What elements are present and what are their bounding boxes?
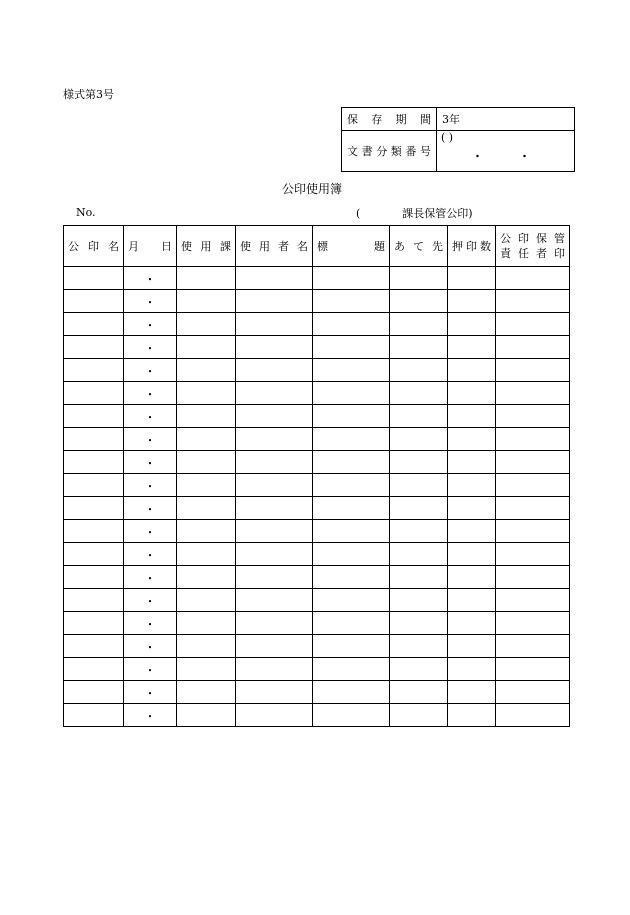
seal-name-cell[interactable] xyxy=(64,313,124,336)
table-row xyxy=(64,382,570,405)
classification-separator-dot: ・ xyxy=(519,150,530,163)
using-section-cell[interactable] xyxy=(177,474,236,497)
table-row xyxy=(64,428,570,451)
stamp-count-cell[interactable] xyxy=(448,405,496,428)
date-cell[interactable] xyxy=(124,543,177,566)
seal-name-cell[interactable] xyxy=(64,451,124,474)
seal-name-cell[interactable] xyxy=(64,681,124,704)
using-section-cell[interactable] xyxy=(177,635,236,658)
custodian-seal-cell[interactable] xyxy=(496,566,570,589)
seal-name-cell[interactable] xyxy=(64,336,124,359)
date-cell[interactable] xyxy=(124,405,177,428)
addressee-cell[interactable] xyxy=(390,267,448,290)
custodian-seal-cell[interactable] xyxy=(496,267,570,290)
header-using-section: 使 用 課 xyxy=(177,226,236,267)
user-name-cell[interactable] xyxy=(236,405,313,428)
stamp-count-cell[interactable] xyxy=(448,290,496,313)
date-cell[interactable] xyxy=(124,704,177,727)
custodian-seal-cell[interactable] xyxy=(496,497,570,520)
table-row xyxy=(64,520,570,543)
date-separator-dot: ・ xyxy=(145,527,155,539)
subject-cell[interactable] xyxy=(313,267,390,290)
subject-cell[interactable] xyxy=(313,359,390,382)
classification-paren: ( ) xyxy=(441,131,454,144)
custodian-seal-cell[interactable] xyxy=(496,382,570,405)
using-section-cell[interactable] xyxy=(177,543,236,566)
date-separator-dot: ・ xyxy=(145,573,155,585)
using-section-cell[interactable] xyxy=(177,405,236,428)
custodian-seal-cell[interactable] xyxy=(496,658,570,681)
seal-name-cell[interactable] xyxy=(64,405,124,428)
stamp-count-cell[interactable] xyxy=(448,313,496,336)
date-cell[interactable] xyxy=(124,428,177,451)
date-cell[interactable] xyxy=(124,681,177,704)
stamp-count-cell[interactable] xyxy=(448,428,496,451)
addressee-cell[interactable] xyxy=(390,497,448,520)
addressee-cell[interactable] xyxy=(390,612,448,635)
using-section-cell[interactable] xyxy=(177,336,236,359)
subject-cell[interactable] xyxy=(313,520,390,543)
addressee-cell[interactable] xyxy=(390,704,448,727)
custodian-seal-cell[interactable] xyxy=(496,290,570,313)
seal-name-cell[interactable] xyxy=(64,474,124,497)
addressee-cell[interactable] xyxy=(390,359,448,382)
seal-name-cell[interactable] xyxy=(64,290,124,313)
subject-cell[interactable] xyxy=(313,543,390,566)
date-separator-dot: ・ xyxy=(145,320,155,332)
table-row xyxy=(64,359,570,382)
custodian-seal-cell[interactable] xyxy=(496,520,570,543)
date-separator-dot: ・ xyxy=(145,458,155,470)
retention-period-value: 3年 xyxy=(437,108,575,131)
user-name-cell[interactable] xyxy=(236,658,313,681)
date-separator-dot: ・ xyxy=(145,688,155,700)
date-cell[interactable] xyxy=(124,635,177,658)
addressee-cell[interactable] xyxy=(390,635,448,658)
seal-usage-log-table xyxy=(63,225,570,727)
date-separator-dot: ・ xyxy=(145,297,155,309)
custodian-seal-cell[interactable] xyxy=(496,589,570,612)
addressee-cell[interactable] xyxy=(390,566,448,589)
custodian-seal-cell[interactable] xyxy=(496,313,570,336)
table-row xyxy=(64,405,570,428)
table-row xyxy=(64,313,570,336)
date-separator-dot: ・ xyxy=(145,665,155,677)
seal-name-cell[interactable] xyxy=(64,612,124,635)
stamp-count-cell[interactable] xyxy=(448,704,496,727)
subject-cell[interactable] xyxy=(313,612,390,635)
subject-cell[interactable] xyxy=(313,474,390,497)
stamp-count-cell[interactable] xyxy=(448,658,496,681)
header-date: 月 日 xyxy=(124,226,177,267)
classification-number-label: 文 書 分 類 番 号 xyxy=(342,131,437,172)
seal-name-cell[interactable] xyxy=(64,382,124,405)
custodian-seal-cell[interactable] xyxy=(496,336,570,359)
user-name-cell[interactable] xyxy=(236,267,313,290)
subject-cell[interactable] xyxy=(313,451,390,474)
date-cell[interactable] xyxy=(124,589,177,612)
seal-name-cell[interactable] xyxy=(64,497,124,520)
using-section-cell[interactable] xyxy=(177,589,236,612)
seal-name-cell[interactable] xyxy=(64,543,124,566)
custodian-seal-cell[interactable] xyxy=(496,612,570,635)
date-cell[interactable] xyxy=(124,497,177,520)
using-section-cell[interactable] xyxy=(177,382,236,405)
date-separator-dot: ・ xyxy=(145,619,155,631)
header-user-name: 使 用 者 名 xyxy=(236,226,313,267)
seal-name-cell[interactable] xyxy=(64,428,124,451)
addressee-cell[interactable] xyxy=(390,520,448,543)
stamp-count-cell[interactable] xyxy=(448,474,496,497)
number-label: No. xyxy=(76,206,96,219)
subject-cell[interactable] xyxy=(313,497,390,520)
addressee-cell[interactable] xyxy=(390,589,448,612)
user-name-cell[interactable] xyxy=(236,313,313,336)
stamp-count-cell[interactable] xyxy=(448,543,496,566)
addressee-cell[interactable] xyxy=(390,405,448,428)
user-name-cell[interactable] xyxy=(236,451,313,474)
seal-name-cell[interactable] xyxy=(64,589,124,612)
addressee-cell[interactable] xyxy=(390,451,448,474)
stamp-count-cell[interactable] xyxy=(448,451,496,474)
subject-cell[interactable] xyxy=(313,658,390,681)
addressee-cell[interactable] xyxy=(390,336,448,359)
date-cell[interactable] xyxy=(124,267,177,290)
retention-info-table xyxy=(341,107,575,172)
subject-cell[interactable] xyxy=(313,704,390,727)
using-section-cell[interactable] xyxy=(177,451,236,474)
user-name-cell[interactable] xyxy=(236,635,313,658)
subject-cell[interactable] xyxy=(313,589,390,612)
date-cell[interactable] xyxy=(124,313,177,336)
table-row xyxy=(64,566,570,589)
date-separator-dot: ・ xyxy=(145,366,155,378)
stamp-count-cell[interactable] xyxy=(448,520,496,543)
using-section-cell[interactable] xyxy=(177,428,236,451)
table-row xyxy=(64,681,570,704)
classification-number-field xyxy=(437,131,575,172)
user-name-cell[interactable] xyxy=(236,497,313,520)
date-cell[interactable] xyxy=(124,658,177,681)
addressee-cell[interactable] xyxy=(390,428,448,451)
using-section-cell[interactable] xyxy=(177,612,236,635)
table-row xyxy=(64,451,570,474)
subject-cell[interactable] xyxy=(313,290,390,313)
date-cell[interactable] xyxy=(124,290,177,313)
custodian-seal-cell[interactable] xyxy=(496,681,570,704)
addressee-cell[interactable] xyxy=(390,290,448,313)
date-separator-dot: ・ xyxy=(145,711,155,723)
seal-name-cell[interactable] xyxy=(64,704,124,727)
addressee-cell[interactable] xyxy=(390,658,448,681)
subject-cell[interactable] xyxy=(313,405,390,428)
date-separator-dot: ・ xyxy=(145,412,155,424)
user-name-cell[interactable] xyxy=(236,382,313,405)
document-title: 公印使用簿 xyxy=(282,182,343,196)
custodian-seal-cell[interactable] xyxy=(496,543,570,566)
using-section-cell[interactable] xyxy=(177,704,236,727)
custodian-seal-cell[interactable] xyxy=(496,428,570,451)
seal-name-cell[interactable] xyxy=(64,566,124,589)
subject-cell[interactable] xyxy=(313,382,390,405)
classification-separator-dot: ・ xyxy=(472,150,483,163)
seal-name-cell[interactable] xyxy=(64,359,124,382)
header-stamp-count: 押印数 xyxy=(448,226,496,267)
date-cell[interactable] xyxy=(124,336,177,359)
user-name-cell[interactable] xyxy=(236,704,313,727)
date-cell[interactable] xyxy=(124,474,177,497)
user-name-cell[interactable] xyxy=(236,359,313,382)
user-name-cell[interactable] xyxy=(236,543,313,566)
stamp-count-cell[interactable] xyxy=(448,635,496,658)
stamp-count-cell[interactable] xyxy=(448,382,496,405)
table-row xyxy=(64,635,570,658)
user-name-cell[interactable] xyxy=(236,612,313,635)
date-separator-dot: ・ xyxy=(145,504,155,516)
user-name-cell[interactable] xyxy=(236,589,313,612)
subject-cell[interactable] xyxy=(313,336,390,359)
date-cell[interactable] xyxy=(124,382,177,405)
table-row xyxy=(64,267,570,290)
seal-name-cell[interactable] xyxy=(64,267,124,290)
table-row xyxy=(64,474,570,497)
subject-cell[interactable] xyxy=(313,313,390,336)
addressee-cell[interactable] xyxy=(390,313,448,336)
using-section-cell[interactable] xyxy=(177,267,236,290)
custodian-seal-cell[interactable] xyxy=(496,704,570,727)
custodian-seal-cell[interactable] xyxy=(496,405,570,428)
subject-cell[interactable] xyxy=(313,428,390,451)
custody-note: ( 課長保管公印) xyxy=(356,207,473,220)
custodian-seal-cell[interactable] xyxy=(496,359,570,382)
using-section-cell[interactable] xyxy=(177,681,236,704)
table-row xyxy=(64,543,570,566)
subject-cell[interactable] xyxy=(313,566,390,589)
date-separator-dot: ・ xyxy=(145,596,155,608)
seal-name-cell[interactable] xyxy=(64,520,124,543)
using-section-cell[interactable] xyxy=(177,566,236,589)
user-name-cell[interactable] xyxy=(236,681,313,704)
table-row xyxy=(64,336,570,359)
addressee-cell[interactable] xyxy=(390,382,448,405)
using-section-cell[interactable] xyxy=(177,290,236,313)
header-seal-name: 公 印 名 xyxy=(64,226,124,267)
stamp-count-cell[interactable] xyxy=(448,589,496,612)
custodian-seal-cell[interactable] xyxy=(496,474,570,497)
table-header-row xyxy=(64,226,570,267)
subject-cell[interactable] xyxy=(313,635,390,658)
stamp-count-cell[interactable] xyxy=(448,359,496,382)
header-custodian-seal: 公 印 保 管 責 任 者 印 xyxy=(496,226,570,267)
user-name-cell[interactable] xyxy=(236,566,313,589)
addressee-cell[interactable] xyxy=(390,543,448,566)
stamp-count-cell[interactable] xyxy=(448,681,496,704)
stamp-count-cell[interactable] xyxy=(448,497,496,520)
date-separator-dot: ・ xyxy=(145,274,155,286)
date-separator-dot: ・ xyxy=(145,642,155,654)
using-section-cell[interactable] xyxy=(177,359,236,382)
user-name-cell[interactable] xyxy=(236,428,313,451)
form-number-label: 様式第3号 xyxy=(63,88,114,101)
date-cell[interactable] xyxy=(124,359,177,382)
date-cell[interactable] xyxy=(124,566,177,589)
table-row xyxy=(64,497,570,520)
seal-name-cell[interactable] xyxy=(64,658,124,681)
table-row xyxy=(64,589,570,612)
using-section-cell[interactable] xyxy=(177,658,236,681)
date-separator-dot: ・ xyxy=(145,481,155,493)
header-subject: 標 題 xyxy=(313,226,390,267)
date-separator-dot: ・ xyxy=(145,389,155,401)
retention-period-label: 保 存 期 間 xyxy=(342,108,437,131)
using-section-cell[interactable] xyxy=(177,313,236,336)
table-row xyxy=(64,612,570,635)
date-separator-dot: ・ xyxy=(145,435,155,447)
table-row xyxy=(64,658,570,681)
header-addressee: あ て 先 xyxy=(390,226,448,267)
table-row xyxy=(64,290,570,313)
stamp-count-cell[interactable] xyxy=(448,336,496,359)
user-name-cell[interactable] xyxy=(236,474,313,497)
seal-name-cell[interactable] xyxy=(64,635,124,658)
date-separator-dot: ・ xyxy=(145,550,155,562)
custodian-seal-cell[interactable] xyxy=(496,451,570,474)
user-name-cell[interactable] xyxy=(236,336,313,359)
addressee-cell[interactable] xyxy=(390,474,448,497)
using-section-cell[interactable] xyxy=(177,497,236,520)
date-cell[interactable] xyxy=(124,612,177,635)
stamp-count-cell[interactable] xyxy=(448,566,496,589)
subject-cell[interactable] xyxy=(313,681,390,704)
user-name-cell[interactable] xyxy=(236,290,313,313)
stamp-count-cell[interactable] xyxy=(448,612,496,635)
using-section-cell[interactable] xyxy=(177,520,236,543)
table-row xyxy=(64,704,570,727)
date-cell[interactable] xyxy=(124,451,177,474)
date-cell[interactable] xyxy=(124,520,177,543)
date-separator-dot: ・ xyxy=(145,343,155,355)
custodian-seal-cell[interactable] xyxy=(496,635,570,658)
addressee-cell[interactable] xyxy=(390,681,448,704)
user-name-cell[interactable] xyxy=(236,520,313,543)
stamp-count-cell[interactable] xyxy=(448,267,496,290)
